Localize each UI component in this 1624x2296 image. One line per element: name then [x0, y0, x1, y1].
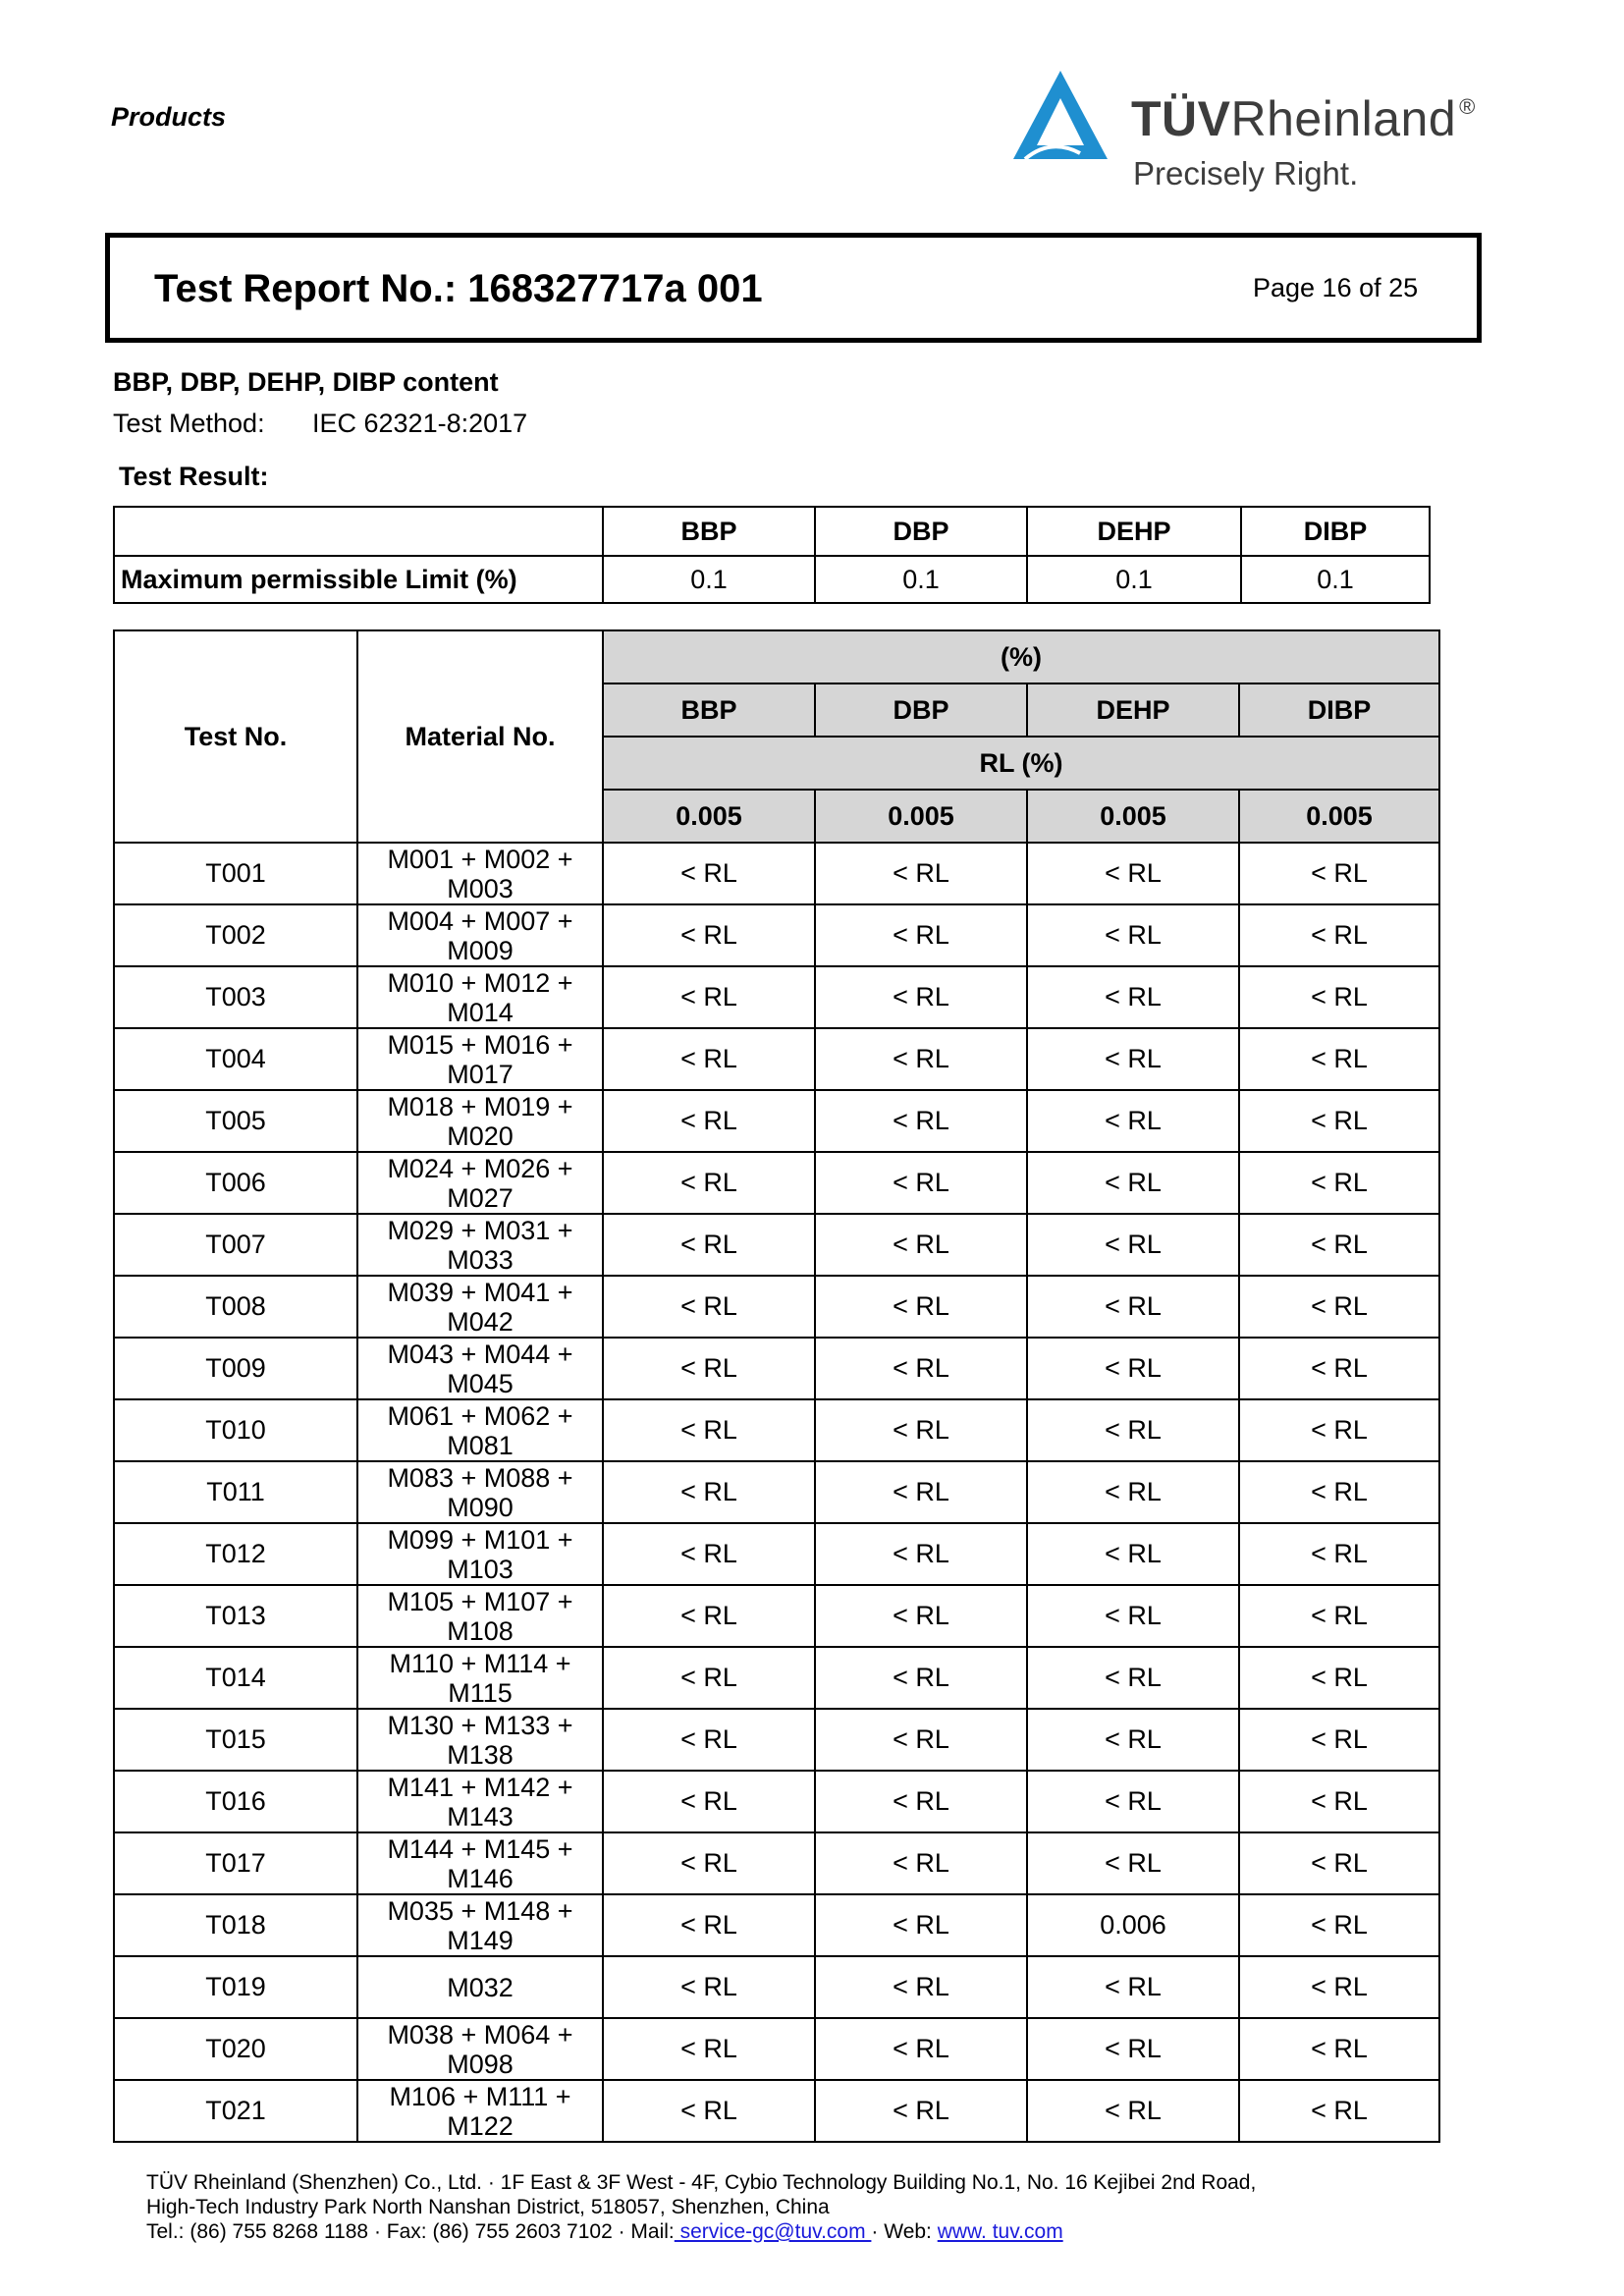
test-no-cell: T021 — [114, 2080, 357, 2142]
result-value-cell: < RL — [1239, 1771, 1439, 1832]
limits-blank-header — [114, 507, 603, 556]
footer-contact-line: Tel.: (86) 755 8268 1188 · Fax: (86) 755 2603 7102 · Mail: service-gc@tuv.com · Web: www. tuv.com — [146, 2220, 1063, 2243]
test-no-cell: T020 — [114, 2018, 357, 2080]
result-value-cell: < RL — [1027, 2080, 1239, 2142]
test-no-cell: T018 — [114, 1894, 357, 1956]
footer-mail-link[interactable]: service-gc@tuv.com — [674, 2220, 872, 2243]
result-value-cell: < RL — [603, 1338, 815, 1399]
material-line: M143 — [447, 1801, 514, 1831]
material-line: M098 — [447, 2049, 514, 2079]
test-method-label: Test Method: — [113, 409, 265, 438]
result-value-cell: < RL — [603, 1214, 815, 1276]
material-line: M099 + M101 + — [387, 1524, 573, 1555]
table-row — [114, 1338, 1439, 1399]
result-value-cell: < RL — [603, 1461, 815, 1523]
result-value-cell: < RL — [815, 1028, 1027, 1090]
test-no-cell: T019 — [114, 1956, 357, 2018]
substance-header: BBP — [603, 683, 815, 737]
test-no-cell: T005 — [114, 1090, 357, 1152]
logo-brand: TÜVRheinland ® — [1131, 91, 1476, 146]
result-value-cell: < RL — [1239, 1276, 1439, 1338]
test-no-cell: T001 — [114, 843, 357, 904]
result-value-cell: < RL — [815, 904, 1027, 966]
material-line: M009 — [447, 935, 514, 965]
limits-table — [113, 506, 1431, 604]
footer — [146, 2170, 1256, 2244]
result-value-cell: < RL — [815, 1338, 1027, 1399]
material-no-cell — [357, 1338, 603, 1399]
result-value-cell: < RL — [1027, 2018, 1239, 2080]
result-value-cell: < RL — [1027, 1709, 1239, 1771]
table-row — [114, 1709, 1439, 1771]
material-line: M029 + M031 + — [387, 1215, 573, 1245]
result-value-cell: < RL — [603, 1647, 815, 1709]
limit-value: 0.1 — [603, 556, 815, 603]
table-row — [114, 1523, 1439, 1585]
result-value-cell: < RL — [1027, 1647, 1239, 1709]
result-value-cell: < RL — [1239, 2080, 1439, 2142]
result-value-cell: < RL — [815, 2018, 1027, 2080]
result-value-cell: < RL — [1239, 1152, 1439, 1214]
material-no-cell — [357, 1585, 603, 1647]
material-line: M043 + M044 + — [387, 1339, 573, 1369]
material-line: M105 + M107 + — [387, 1586, 573, 1616]
result-value-cell: < RL — [1239, 1832, 1439, 1894]
material-no-cell — [357, 1709, 603, 1771]
material-line: M106 + M111 + — [389, 2081, 571, 2111]
result-value-cell: < RL — [603, 1090, 815, 1152]
material-line: M130 + M133 + — [387, 1710, 573, 1740]
material-line: M138 — [447, 1739, 514, 1770]
table-row — [114, 1956, 1439, 2018]
limits-col-header: DIBP — [1241, 507, 1430, 556]
material-line: M061 + M062 + — [387, 1400, 573, 1431]
result-value-cell: < RL — [815, 1647, 1027, 1709]
result-value-cell: < RL — [603, 1585, 815, 1647]
result-value-cell: < RL — [603, 1152, 815, 1214]
result-value-cell: < RL — [1027, 1338, 1239, 1399]
test-no-cell: T010 — [114, 1399, 357, 1461]
material-no-cell — [357, 1894, 603, 1956]
result-value-cell: < RL — [1239, 1647, 1439, 1709]
result-value-cell: < RL — [1027, 1956, 1239, 2018]
limits-col-header: BBP — [603, 507, 815, 556]
table-row — [114, 1028, 1439, 1090]
limits-col-header: DBP — [815, 507, 1027, 556]
material-no-cell — [357, 1214, 603, 1276]
result-value-cell: < RL — [1239, 1028, 1439, 1090]
limits-row — [114, 556, 1430, 603]
result-value-cell: < RL — [603, 1523, 815, 1585]
rl-header: RL (%) — [603, 737, 1439, 790]
result-value-cell: < RL — [815, 1214, 1027, 1276]
result-value-cell: < RL — [603, 966, 815, 1028]
material-line: M146 — [447, 1863, 514, 1893]
material-line: M045 — [447, 1368, 514, 1398]
result-value-cell: < RL — [1027, 1399, 1239, 1461]
result-value-cell: < RL — [1239, 1214, 1439, 1276]
result-value-cell: < RL — [1239, 1523, 1439, 1585]
material-no-cell — [357, 1523, 603, 1585]
test-result-label: Test Result: — [119, 462, 269, 491]
result-value-cell: < RL — [1027, 1090, 1239, 1152]
limits-header-row — [114, 507, 1430, 556]
test-no-cell: T002 — [114, 904, 357, 966]
material-line: M108 — [447, 1615, 514, 1646]
table-row — [114, 1152, 1439, 1214]
material-no-cell — [357, 1461, 603, 1523]
section-heading: BBP, DBP, DEHP, DIBP content — [113, 367, 499, 397]
table-row — [114, 843, 1439, 904]
footer-web-link[interactable]: www. tuv.com — [937, 2220, 1063, 2243]
result-value-cell: < RL — [603, 1709, 815, 1771]
result-value-cell: < RL — [1239, 1399, 1439, 1461]
material-no-cell — [357, 1832, 603, 1894]
test-no-cell: T016 — [114, 1771, 357, 1832]
result-value-cell: < RL — [1027, 1832, 1239, 1894]
substance-header: DBP — [815, 683, 1027, 737]
test-no-cell: T017 — [114, 1832, 357, 1894]
tuv-logo — [1011, 69, 1502, 206]
result-value-cell: 0.006 — [1027, 1894, 1239, 1956]
result-value-cell: < RL — [1239, 966, 1439, 1028]
test-no-cell: T013 — [114, 1585, 357, 1647]
result-value-cell: < RL — [603, 2080, 815, 2142]
material-line: M032 — [447, 1972, 514, 2002]
table-row — [114, 2018, 1439, 2080]
footer-address-line: High-Tech Industry Park North Nanshan District, 518057, Shenzhen, China — [146, 2196, 830, 2218]
table-row — [114, 1276, 1439, 1338]
material-line: M010 + M012 + — [387, 967, 573, 998]
table-row — [114, 1214, 1439, 1276]
section-label: Products — [111, 102, 227, 132]
material-line: M038 + M064 + — [387, 2019, 573, 2050]
result-value-cell: < RL — [1239, 1709, 1439, 1771]
result-value-cell: < RL — [1239, 1585, 1439, 1647]
limit-value: 0.1 — [1027, 556, 1241, 603]
table-row — [114, 1399, 1439, 1461]
result-value-cell: < RL — [603, 843, 815, 904]
material-line: M024 + M026 + — [387, 1153, 573, 1183]
result-value-cell: < RL — [1027, 1214, 1239, 1276]
test-no-cell: T006 — [114, 1152, 357, 1214]
material-no-cell — [357, 2018, 603, 2080]
material-line: M110 + M114 + — [389, 1648, 571, 1678]
result-value-cell: < RL — [815, 1090, 1027, 1152]
material-line: M083 + M088 + — [387, 1462, 573, 1493]
result-value-cell: < RL — [1027, 904, 1239, 966]
tuv-triangle-icon — [1011, 69, 1110, 163]
test-no-cell: T014 — [114, 1647, 357, 1709]
material-line: M004 + M007 + — [387, 905, 573, 936]
result-value-cell: < RL — [603, 1399, 815, 1461]
test-no-cell: T015 — [114, 1709, 357, 1771]
result-value-cell: < RL — [603, 1832, 815, 1894]
result-value-cell: < RL — [815, 2080, 1027, 2142]
result-value-cell: < RL — [603, 1276, 815, 1338]
material-no-cell — [357, 904, 603, 966]
test-no-cell: T011 — [114, 1461, 357, 1523]
material-line: M144 + M145 + — [387, 1833, 573, 1864]
result-value-cell: < RL — [603, 2018, 815, 2080]
result-value-cell: < RL — [815, 1523, 1027, 1585]
material-line: M003 — [447, 873, 514, 903]
table-row — [114, 1461, 1439, 1523]
material-line: M017 — [447, 1059, 514, 1089]
material-line: M081 — [447, 1430, 514, 1460]
result-value-cell: < RL — [1239, 1894, 1439, 1956]
material-line: M014 — [447, 997, 514, 1027]
result-value-cell: < RL — [1239, 1090, 1439, 1152]
result-value-cell: < RL — [815, 966, 1027, 1028]
material-no-cell — [357, 2080, 603, 2142]
table-row — [114, 966, 1439, 1028]
result-value-cell: < RL — [815, 1832, 1027, 1894]
material-no-cell — [357, 1771, 603, 1832]
material-line: M033 — [447, 1244, 514, 1275]
material-line: M042 — [447, 1306, 514, 1337]
test-no-cell: T004 — [114, 1028, 357, 1090]
table-row — [114, 1647, 1439, 1709]
material-no-cell — [357, 1647, 603, 1709]
limit-value: 0.1 — [1241, 556, 1430, 603]
table-row — [114, 1585, 1439, 1647]
material-no-cell — [357, 1152, 603, 1214]
material-line: M020 — [447, 1121, 514, 1151]
results-header-row — [114, 630, 1439, 683]
material-no-cell — [357, 843, 603, 904]
result-value-cell: < RL — [815, 1956, 1027, 2018]
result-value-cell: < RL — [815, 1894, 1027, 1956]
limits-col-header: DEHP — [1027, 507, 1241, 556]
test-no-cell: T008 — [114, 1276, 357, 1338]
material-line: M035 + M148 + — [387, 1895, 573, 1926]
table-row — [114, 2080, 1439, 2142]
result-value-cell: < RL — [1027, 843, 1239, 904]
result-value-cell: < RL — [603, 1894, 815, 1956]
material-line: M141 + M142 + — [387, 1772, 573, 1802]
result-value-cell: < RL — [1239, 1956, 1439, 2018]
result-value-cell: < RL — [1027, 1028, 1239, 1090]
material-no-cell — [357, 1399, 603, 1461]
material-no-cell — [357, 1276, 603, 1338]
result-value-cell: < RL — [815, 843, 1027, 904]
result-value-cell: < RL — [1239, 1338, 1439, 1399]
result-value-cell: < RL — [1027, 1276, 1239, 1338]
table-row — [114, 1090, 1439, 1152]
test-no-cell: T003 — [114, 966, 357, 1028]
material-line: M018 + M019 + — [387, 1091, 573, 1121]
result-value-cell: < RL — [1027, 1152, 1239, 1214]
table-row — [114, 1832, 1439, 1894]
material-line: M001 + M002 + — [387, 844, 573, 874]
material-line: M039 + M041 + — [387, 1277, 573, 1307]
result-value-cell: < RL — [815, 1709, 1027, 1771]
material-no-cell — [357, 1090, 603, 1152]
substance-header: DIBP — [1239, 683, 1439, 737]
result-value-cell: < RL — [815, 1771, 1027, 1832]
result-value-cell: < RL — [1239, 2018, 1439, 2080]
report-header-box — [105, 233, 1482, 343]
material-no-cell — [357, 1956, 603, 2018]
limit-value: 0.1 — [815, 556, 1027, 603]
material-no-cell — [357, 966, 603, 1028]
material-line: M115 — [448, 1677, 513, 1708]
result-value-cell: < RL — [1027, 1585, 1239, 1647]
results-table — [113, 629, 1440, 2143]
page-number: Page 16 of 25 — [1253, 273, 1419, 302]
test-no-cell: T012 — [114, 1523, 357, 1585]
material-line: M090 — [447, 1492, 514, 1522]
material-line: M122 — [447, 2110, 514, 2141]
result-value-cell: < RL — [1239, 1461, 1439, 1523]
result-value-cell: < RL — [603, 1956, 815, 2018]
result-value-cell: < RL — [1027, 1523, 1239, 1585]
test-no-header: Test No. — [114, 630, 357, 843]
result-value-cell: < RL — [1239, 843, 1439, 904]
result-value-cell: < RL — [1027, 1771, 1239, 1832]
result-value-cell: < RL — [603, 904, 815, 966]
limits-row-label: Maximum permissible Limit (%) — [114, 556, 603, 603]
rl-value: 0.005 — [1027, 790, 1239, 843]
table-row — [114, 904, 1439, 966]
material-no-cell — [357, 1028, 603, 1090]
result-value-cell: < RL — [815, 1399, 1027, 1461]
result-value-cell: < RL — [1239, 904, 1439, 966]
rl-value: 0.005 — [815, 790, 1027, 843]
logo-slogan: Precisely Right. — [1133, 155, 1359, 191]
result-value-cell: < RL — [603, 1771, 815, 1832]
result-value-cell: < RL — [815, 1276, 1027, 1338]
material-line: M027 — [447, 1182, 514, 1213]
test-method-value: IEC 62321-8:2017 — [312, 409, 528, 438]
material-line: M103 — [447, 1554, 514, 1584]
material-line: M015 + M016 + — [387, 1029, 573, 1060]
table-row — [114, 1894, 1439, 1956]
unit-header: (%) — [603, 630, 1439, 683]
material-line: M149 — [447, 1925, 514, 1955]
test-no-cell: T009 — [114, 1338, 357, 1399]
result-value-cell: < RL — [1027, 1461, 1239, 1523]
rl-value: 0.005 — [1239, 790, 1439, 843]
result-value-cell: < RL — [815, 1461, 1027, 1523]
result-value-cell: < RL — [815, 1152, 1027, 1214]
result-value-cell: < RL — [1027, 966, 1239, 1028]
results-body — [114, 843, 1439, 2142]
test-no-cell: T007 — [114, 1214, 357, 1276]
table-row — [114, 1771, 1439, 1832]
material-no-header: Material No. — [357, 630, 603, 843]
result-value-cell: < RL — [815, 1585, 1027, 1647]
report-title: Test Report No.: 168327717a 001 — [154, 267, 763, 310]
result-value-cell: < RL — [603, 1028, 815, 1090]
rl-value: 0.005 — [603, 790, 815, 843]
substance-header: DEHP — [1027, 683, 1239, 737]
footer-address-line: TÜV Rheinland (Shenzhen) Co., Ltd. · 1F East & 3F West - 4F, Cybio Technology Building No.1, No. 16 Kejibei 2nd Road, — [146, 2171, 1257, 2194]
